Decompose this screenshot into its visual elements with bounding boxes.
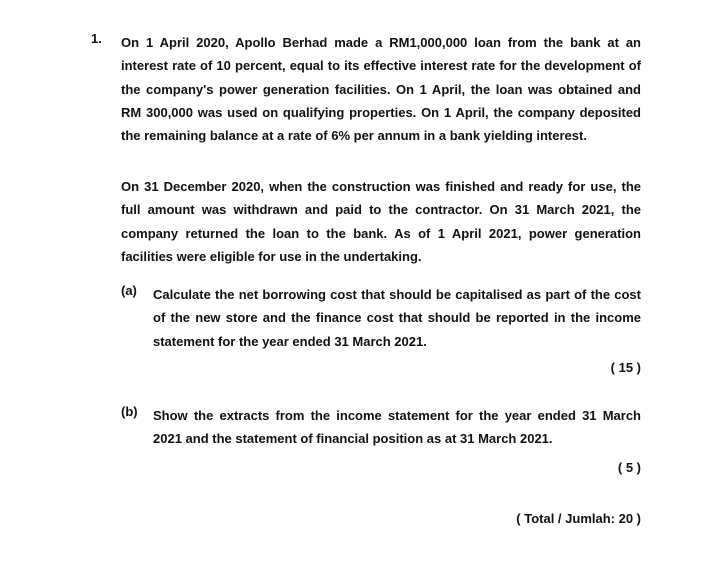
question-paragraph-1: On 1 April 2020, Apollo Berhad made a RM1,000,000 loan from the bank at an interest rate of 10 percent, equal to its effective interest rate for the development of the company's power generation facilities. On 1 April, the loan was obtained and RM 300,000 was used on qualifying properties. On 1 April, the company deposited the remaining balance at a rate of 6% per annum in a bank yielding interest.: [121, 35, 641, 144]
part-b-marks: ( 5 ): [617, 460, 641, 475]
total-marks: ( Total / Jumlah: 20 ): [516, 511, 641, 526]
part-a-text: Calculate the net borrowing cost that should be capitalised as part of the cost of the new store and the finance cost that should be reported in the income statement for the year ended 31 March 2021.: [153, 287, 641, 349]
part-a-marks: ( 15 ): [610, 360, 641, 375]
question-number: 1.: [91, 31, 102, 46]
part-b-label: (b): [121, 404, 138, 419]
question-paragraph-2: On 31 December 2020, when the construction was finished and ready for use, the full amount was withdrawn and paid to the contractor. On 31 March 2021, the company returned the loan to the bank. As of 1 April 2021, power generation facilities were eligible for use in the undertaking.: [121, 179, 641, 264]
part-a-label: (a): [121, 283, 137, 298]
part-b-text: Show the extracts from the income statement for the year ended 31 March 2021 and the statement of financial position as at 31 March 2021.: [153, 408, 641, 447]
